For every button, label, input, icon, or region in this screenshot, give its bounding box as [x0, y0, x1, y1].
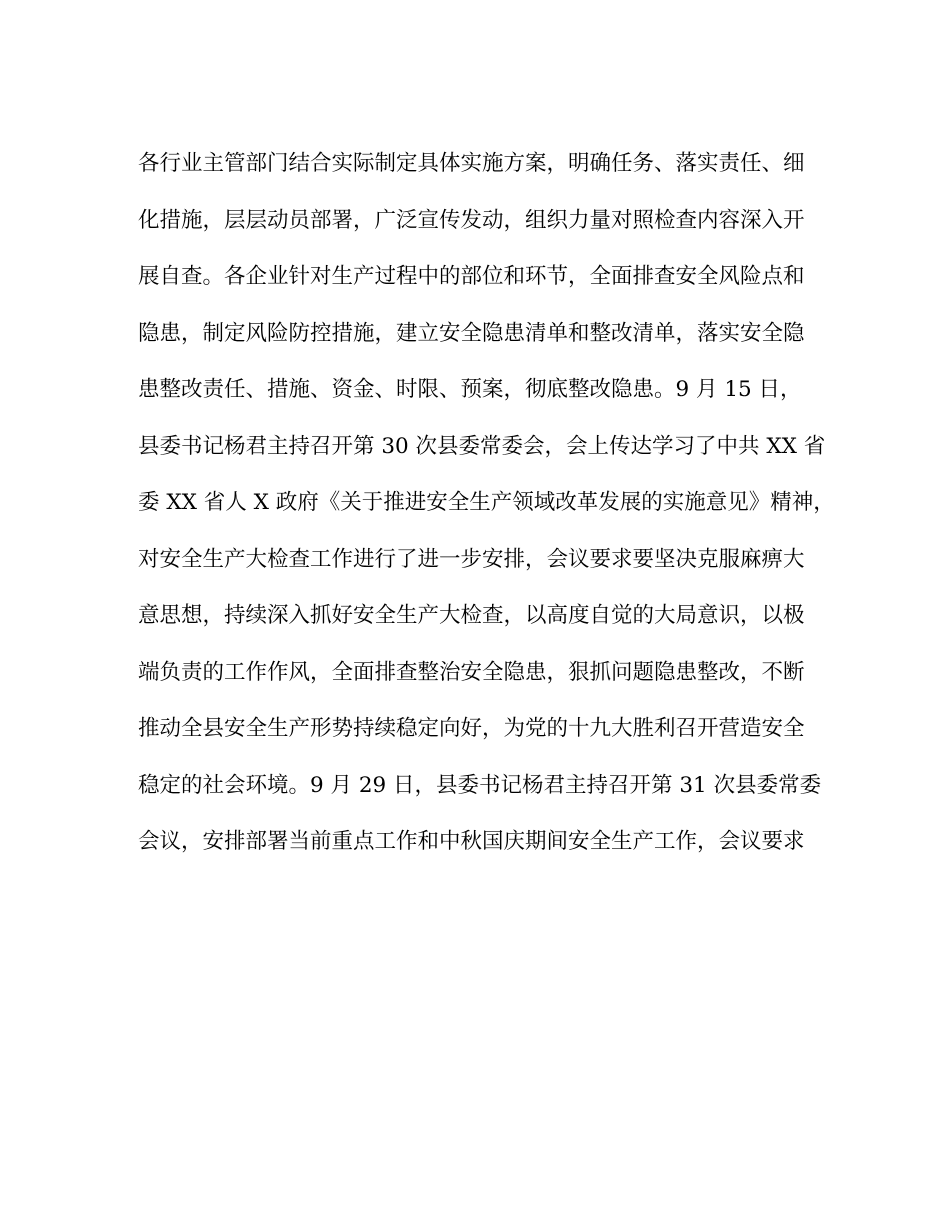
text-line: 各行业主管部门结合实际制定具体实施方案，明确任务、落实责任、细 — [138, 151, 805, 176]
text-line: 隐患，制定风险防控措施，建立安全隐患清单和整改清单，落实安全隐 — [138, 320, 805, 346]
text-line: 患整改责任、措施、资金、时限、预案，彻底整改隐患。9 月 15 日， — [138, 377, 802, 402]
text-line: 会议，安排部署当前重点工作和中秋国庆期间安全生产工作，会议要求 — [138, 829, 805, 854]
text-line: 县委书记杨君主持召开第 30 次县委常委会，会上传达学习了中共 XX 省 — [138, 433, 826, 459]
text-line: 稳定的社会环境。9 月 29 日，县委书记杨君主持召开第 31 次县委常委 — [138, 772, 822, 798]
text-line: 对安全生产大检查工作进行了进一步安排，会议要求要坚决克服麻痹大 — [138, 546, 805, 572]
text-line: 委 XX 省人 X 政府《关于推进安全生产领域改革发展的实施意见》精神， — [138, 490, 835, 515]
text-line: 意思想，持续深入抓好安全生产大检查，以高度自觉的大局意识，以极 — [138, 603, 805, 628]
text-line: 端负责的工作作风，全面排查整治安全隐患，狠抓问题隐患整改，不断 — [138, 659, 805, 685]
text-line: 推动全县安全生产形势持续稳定向好，为党的十九大胜利召开营造安全 — [138, 716, 805, 741]
text-line: 展自查。各企业针对生产过程中的部位和环节，全面排查安全风险点和 — [138, 264, 805, 289]
text-line: 化措施，层层动员部署，广泛宣传发动，组织力量对照检查内容深入开 — [138, 207, 805, 233]
body-text — [138, 136, 835, 871]
